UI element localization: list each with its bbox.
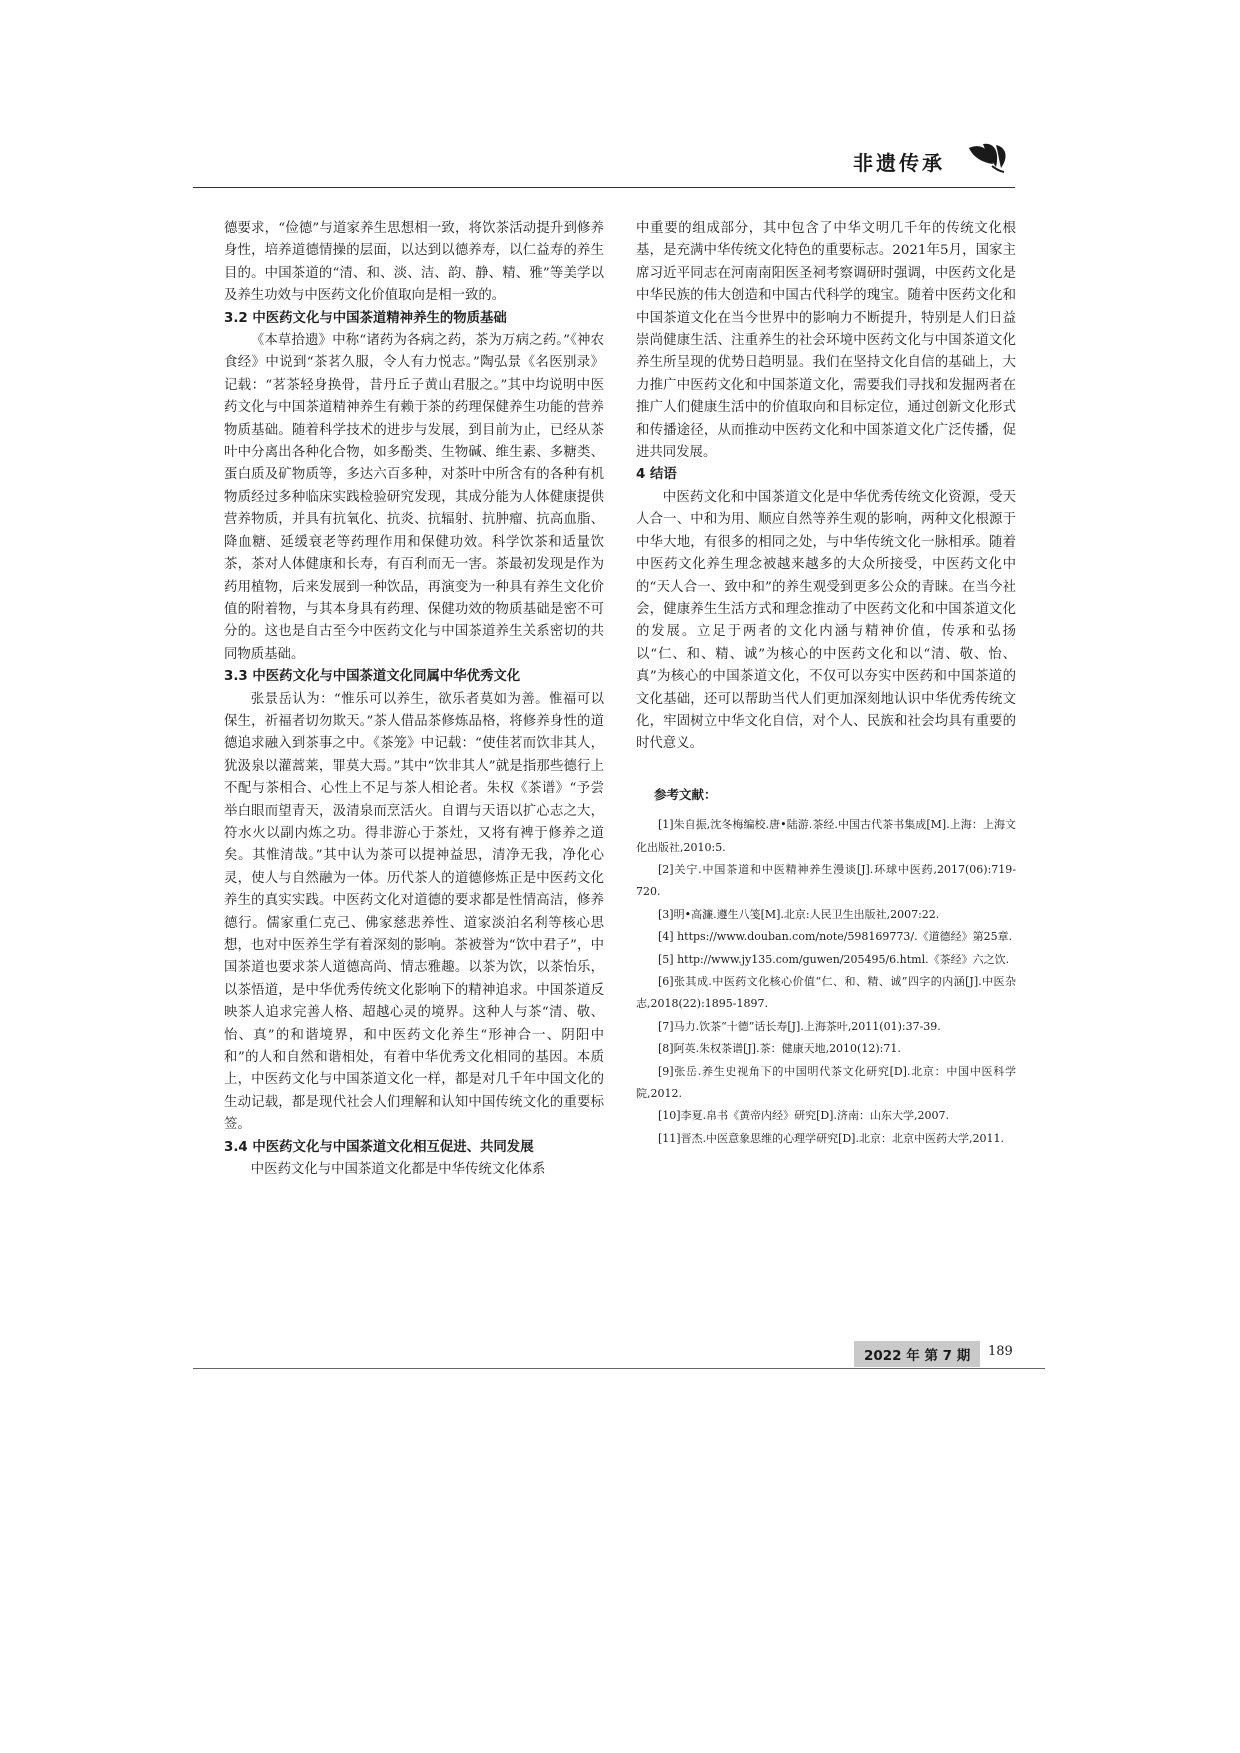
reference-item: [10]李夏.帛书《黄帝内经》研究[D].济南：山东大学,2007. xyxy=(658,1109,949,1123)
reference-item: [3]明•高濂.遵生八笺[M].北京:人民卫生出版社,2007:22. xyxy=(658,907,940,921)
paragraph: 《本草拾遗》中称“诸药为各病之药，茶为万病之药。”《神农食经》中说到“茶茗久服，令人有力悦志。”陶弘景《名医别录》记载：“茗茶轻身换骨，昔丹丘子黄山君服之。”其中均说明中医药文化与中国茶道精神养生有赖于茶的药理保健养生功能的营养物质基础。随着科学技术的进步与发展，到目前为止，已经从茶叶中分离出各种化合物，如多酚类、生物碱、维生素、多糖类、蛋白质及矿物质等，多达六百多种，对茶叶中所含有的各种有机物质经过多种临床实践检验研究发现，其成分能为人体健康提供营养物质，并具有抗氧化、抗炎、抗辐射、抗肿瘤、抗高血脂、降血糖、延缓衰老等药理作用和保健功效。科学饮茶和适量饮茶，茶对人体健康和长寿，有百利而无一害。茶最初发现是作为药用植物，后来发展到一种饮品，再演变为一种具有养生文化价值的附着物，与其本身具有药理、保健功效的物质基础是密不可分的。这也是自古至今中医药文化与中国茶道养生关系密切的共同物质基础。 xyxy=(224,333,604,662)
references-section xyxy=(636,784,1016,1151)
section-heading-3-4: 3.4 中医药文化与中国茶道文化相互促进、共同发展 xyxy=(224,1139,534,1155)
header-rule xyxy=(193,187,1015,188)
reference-item: [5] http://www.jy135.com/guwen/205495/6.html.《茶经》六之饮. xyxy=(658,952,1010,966)
references-title: 参考文献： xyxy=(654,786,717,802)
reference-item: [7]马力.饮茶“十德”话长寿[J].上海茶叶,2011(01):37-39. xyxy=(658,1019,941,1033)
paragraph: 张景岳认为：“惟乐可以养生，欲乐者莫如为善。惟福可以保生，祈福者切勿欺天。”茶人借品茶修炼品格，将修养身性的道德追求融入到茶事之中。《茶笼》中记载：“使佳茗而饮非其人，犹汲泉以灌蒿莱，罪莫大焉。”其中“饮非其人”就是指那些德行上不配与茶相合、心性上不足与茶人相论者。朱权《茶谱》“予尝举白眼而望青天，汲清泉而烹活火。自谓与天语以扩心志之大，符水火以副内炼之功。得非游心于茶灶，又将有裨于修养之道矣。其惟清哉。”其中认为茶可以提神益思，清净无我，净化心灵，使人与自然融为一体。历代茶人的道德修炼正是中医药文化养生的真实实践。中医药文化对道德的要求都是性情高洁，修养德行。儒家重仁克己、佛家慈悲养性、道家淡泊名利等核心思想，也对中医养生学有着深刻的影响。茶被誉为“饮中君子”，中国茶道也要求茶人道德高尚、情志雅趣。以茶为饮，以茶怡乐，以茶悟道，是中华优秀传统文化影响下的精神追求。中国茶道反映茶人追求完善人格、超越心灵的境界。这种人与茶“清、敬、怡、真”的和谐境界，和中医药文化养生“形神合一、阴阳中和”的人和自然和谐相处，有着中华优秀文化相同的基因。本质上，中医药文化与中国茶道文化一样，都是对几千年中国文化的生动记载，都是现代社会人们理解和认知中国传统文化的重要标签。 xyxy=(224,691,604,1133)
right-column xyxy=(636,218,1016,1150)
section-heading-3-3: 3.3 中医药文化与中国茶道文化同属中华优秀文化 xyxy=(224,669,521,685)
left-column xyxy=(224,218,604,1181)
section-heading-4: 4 结语 xyxy=(636,467,677,483)
reference-item: [11]晋杰.中医意象思维的心理学研究[D].北京：北京中医药大学,2011. xyxy=(658,1131,1004,1145)
reference-item: [1]朱自振,沈冬梅编校.唐•陆游.茶经.中国古代茶书集成[M].上海：上海文化出版社,2010:5. xyxy=(636,818,1016,854)
footer-rule xyxy=(193,1368,1045,1369)
tea-leaf-icon xyxy=(966,140,1010,174)
issue-badge: 2022 年 第 7 期 xyxy=(854,1341,980,1367)
paragraph: 中医药文化与中国茶道文化都是中华传统文化体系 xyxy=(250,1162,546,1178)
page-number: 189 xyxy=(988,1344,1013,1359)
reference-item: [4] https://www.douban.com/note/598169773/.《道德经》第25章. xyxy=(658,930,1013,944)
reference-item: [9]张岳.养生史视角下的中国明代茶文化研究[D].北京：中国中医科学院,2012. xyxy=(636,1064,1016,1101)
reference-item: [6]张其成.中医药文化核心价值“仁、和、精、诚”四字的内涵[J].中医杂志,2018(22):1895-1897. xyxy=(636,975,1016,1011)
section-heading-3-2: 3.2 中医药文化与中国茶道精神养生的物质基础 xyxy=(224,310,507,326)
reference-item: [2]关宁.中国茶道和中医精神养生漫谈[J].环球中医药,2017(06):719-720. xyxy=(636,862,1016,899)
paragraph: 德要求，“俭德”与道家养生思想相一致，将饮茶活动提升到修养身性，培养道德情操的层面，以达到以德养寿，以仁益寿的养生目的。中国茶道的“清、和、淡、洁、韵、静、精、雅”等美学以及养生功效与中医药文化价值取向是相一致的。 xyxy=(224,221,604,304)
references-list xyxy=(636,814,1016,1150)
paragraph: 中重要的组成部分，其中包含了中华文明几千年的传统文化根基，是充满中华传统文化特色的重要标志。2021年5月，国家主席习近平同志在河南南阳医圣祠考察调研时强调，中医药文化是中华民族的伟大创造和中国古代科学的瑰宝。随着中医药文化和中国茶道文化在当今世界中的影响力不断提升，特别是人们日益崇尚健康生活、注重养生的社会环境中医药文化与中国茶道文化养生所呈现的优势日趋明显。我们在坚持文化自信的基础上，大力推广中医药文化和中国茶道文化，需要我们寻找和发掘两者在推广人们健康生活中的价值取向和目标定位，通过创新文化形式和传播途径，从而推动中医药文化和中国茶道文化广泛传播，促进共同发展。 xyxy=(636,221,1016,461)
section-header-title: 非遗传承 xyxy=(853,151,945,175)
reference-item: [8]阿英.朱权茶谱[J].茶：健康天地,2010(12):71. xyxy=(658,1042,901,1056)
paragraph: 中医药文化和中国茶道文化是中华优秀传统文化资源，受天人合一、中和为用、顺应自然等养生观的影响，两种文化根源于中华大地，有很多的相同之处，与中华传统文化一脉相承。随着中医药文化养生理念被越来越多的大众所接受，中医药文化中的“天人合一、致中和”的养生观受到更多公众的青睐。在当今社会，健康养生生活方式和理念推动了中医药文化和中国茶道文化的发展。立足于两者的文化内涵与精神价值，传承和弘扬以“仁、和、精、诚”为核心的中医药文化和以“清、敬、怡、真”为核心的中国茶道文化，不仅可以夯实中医药和中国茶道的文化基础，还可以帮助当代人们更加深刻地认识中华优秀传统文化，牢固树立中华文化自信，对个人、民族和社会均具有重要的时代意义。 xyxy=(636,489,1016,752)
